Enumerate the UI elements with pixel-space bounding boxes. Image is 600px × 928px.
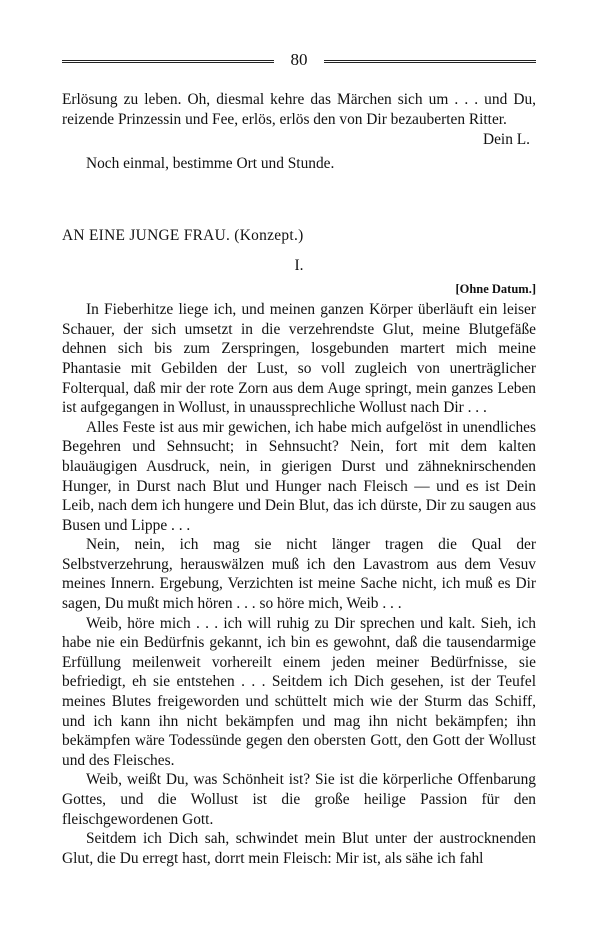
body-paragraph: In Fieberhitze liege ich, und meinen ganzen Körper überläuft ein leiser Schauer, der sich umsetzt in die verzehrendste Glut, meine Blutgefäße dehnen sich bis zum Zerspringen, losgebunden martert mich meine Phantasie mit Gebilden der Lust, so voll zugleich von unerträglicher Folterqual, daß mir der rote Zorn aus dem Auge springt, mein ganzes Leben ist aufgegangen in Wollust, in unaussprechliche Wollust nach Dir . . .: [62, 301, 536, 417]
header-rule-right: [324, 60, 536, 63]
body-paragraph: Seitdem ich Dich sah, schwindet mein Blut unter der austrocknenden Glut, die Du erregt hast, dorrt mein Fleisch: Mir ist, als sähe ich fahl: [62, 830, 536, 867]
letter-closing: Noch einmal, bestimme Ort und Stunde.: [86, 154, 335, 172]
body-paragraph: Nein, nein, ich mag sie nicht länger tragen die Qual der Selbstverzehrung, herauswälzen muß ich den Lavastrom aus dem Vesuv meines Innern. Ergebung, Verzichten ist meine Sache nicht, ich muß es Dir sagen, Du mußt mich hören . . . so höre mich, Weib . . .: [62, 536, 536, 613]
body-paragraph: Weib, höre mich . . . ich will ruhig zu Dir sprechen und kalt. Sieh, ich habe nie ein Bedürfnis gekannt, ich bin es gewohnt, daß die tausendarmige Erfüllung meilenweit vorhereilt einem jeden meiner Bedürfnisse, sie befriedigt, eh sie entstehen . . . Seitdem ich Dich gesehen, ist der Teufel meines Blutes freigeworden und schüttelt mich wie der Sturm das Schiff, und ich kann ihn nicht bekämpfen und mag ihn nicht bekämpfen; ihn bekämpfen wäre Todessünde gegen den obersten Gott, den Gott der Wollust und des Fleisches.: [62, 614, 536, 769]
date-note: [Ohne Datum.]: [455, 281, 536, 296]
body-paragraph: Weib, weißt Du, was Schönheit ist? Sie ist die körperliche Offenbarung Gottes, und die Wollust ist die große heilige Passion für den fleischgewordenen Gott.: [62, 771, 536, 828]
letter-end-paragraph: Erlösung zu leben. Oh, diesmal kehre das Märchen sich um . . . und Du, reizende Prinzessin und Fee, erlös, erlös den von Dir bezauberten Ritter.: [62, 91, 536, 128]
page-body: [62, 90, 536, 868]
page-number: 80: [290, 50, 308, 69]
letter-signature: Dein L.: [482, 131, 530, 149]
page-header: [62, 52, 536, 74]
header-rule-left: [62, 60, 274, 63]
body-paragraph: Alles Feste ist aus mir gewichen, ich habe mich aufgelöst in unendliches Begehren und Sehnsucht; in Sehnsucht? Nein, fort mit dem kalten blauäugigen Ausdruck, nein, in gierigen Durst und zähneknirschenden Hunger, in Durst nach Blut und Hunger nach Fleisch — und es ist Dein Leib, nach dem ich hungere und Dein Blut, das ich dürste, Dir zu saugen aus Busen und Lippe . . .: [62, 418, 536, 534]
section-number: I.: [294, 256, 304, 274]
section-heading: AN EINE JUNGE FRAU. (Konzept.): [62, 227, 304, 245]
